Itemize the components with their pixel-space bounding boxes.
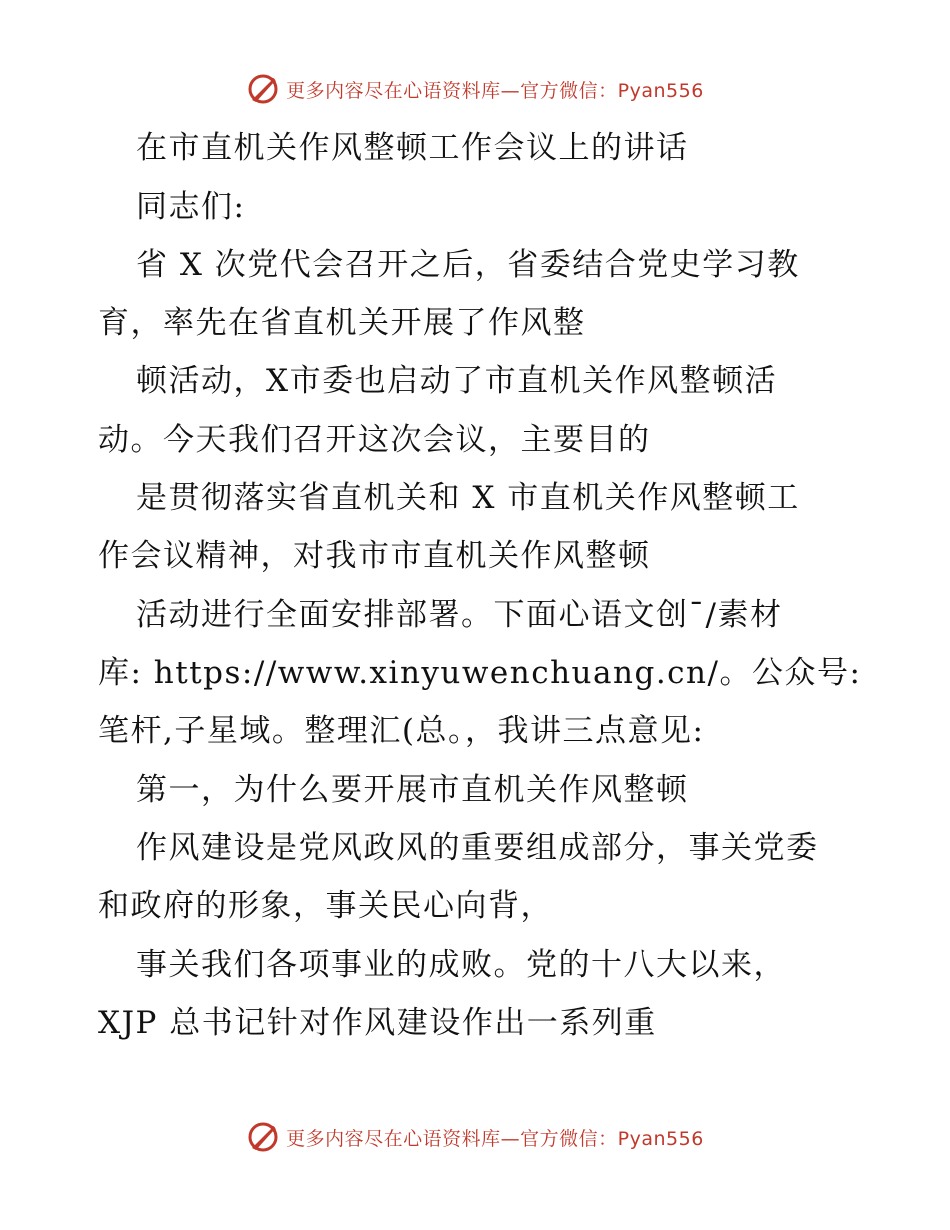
doc-title: 在市直机关作风整顿工作会议上的讲话 <box>136 130 689 166</box>
paragraph-line: 库: https://www.xinyuwenchuang.cn/。公众号: <box>98 655 862 691</box>
paragraph-line: 动。今天我们召开这次会议，主要目的 <box>98 422 651 458</box>
paragraph-line: 笔杆,子星域。整理汇(总。，我讲三点意见: <box>98 713 705 749</box>
section-heading: 第一，为什么要开展市直机关作风整顿 <box>136 772 689 808</box>
wechat-id: Pyan556 <box>617 1127 704 1150</box>
paragraph-line: 是贯彻落实省直机关和 X 市直机关作风整顿工 <box>136 480 800 516</box>
paragraph-line: 作会议精神，对我市市直机关作风整顿 <box>98 538 651 574</box>
banner-text: 更多内容尽在心语资料库—官方微信：Pyan556 <box>286 79 704 102</box>
paragraph-line: 作风建设是党风政风的重要组成部分，事关党委 <box>136 830 819 866</box>
quill-logo-icon <box>246 1120 280 1154</box>
wechat-id: Pyan556 <box>617 79 704 102</box>
banner-content <box>246 1120 704 1154</box>
salutation: 同志们: <box>136 189 246 225</box>
paragraph-line: 顿活动，X市委也启动了市直机关作风整顿活 <box>136 363 778 399</box>
paragraph-line: 活动进行全面安排部署。下面心语文创¯/素材 <box>136 597 783 633</box>
paragraph-line: XJP 总书记针对作风建设作出一系列重 <box>98 1005 657 1041</box>
paragraph-line: 和政府的形象，事关民心向背， <box>98 888 553 924</box>
paragraph-line: 事关我们各项事业的成败。党的十八大以来， <box>136 947 786 983</box>
footer-banner <box>0 1120 950 1154</box>
banner-text: 更多内容尽在心语资料库—官方微信：Pyan556 <box>286 1127 704 1150</box>
paragraph-line: 育，率先在省直机关开展了作风整 <box>98 305 586 341</box>
paragraph-line: 省 X 次党代会召开之后，省委结合党史学习教 <box>136 247 800 283</box>
